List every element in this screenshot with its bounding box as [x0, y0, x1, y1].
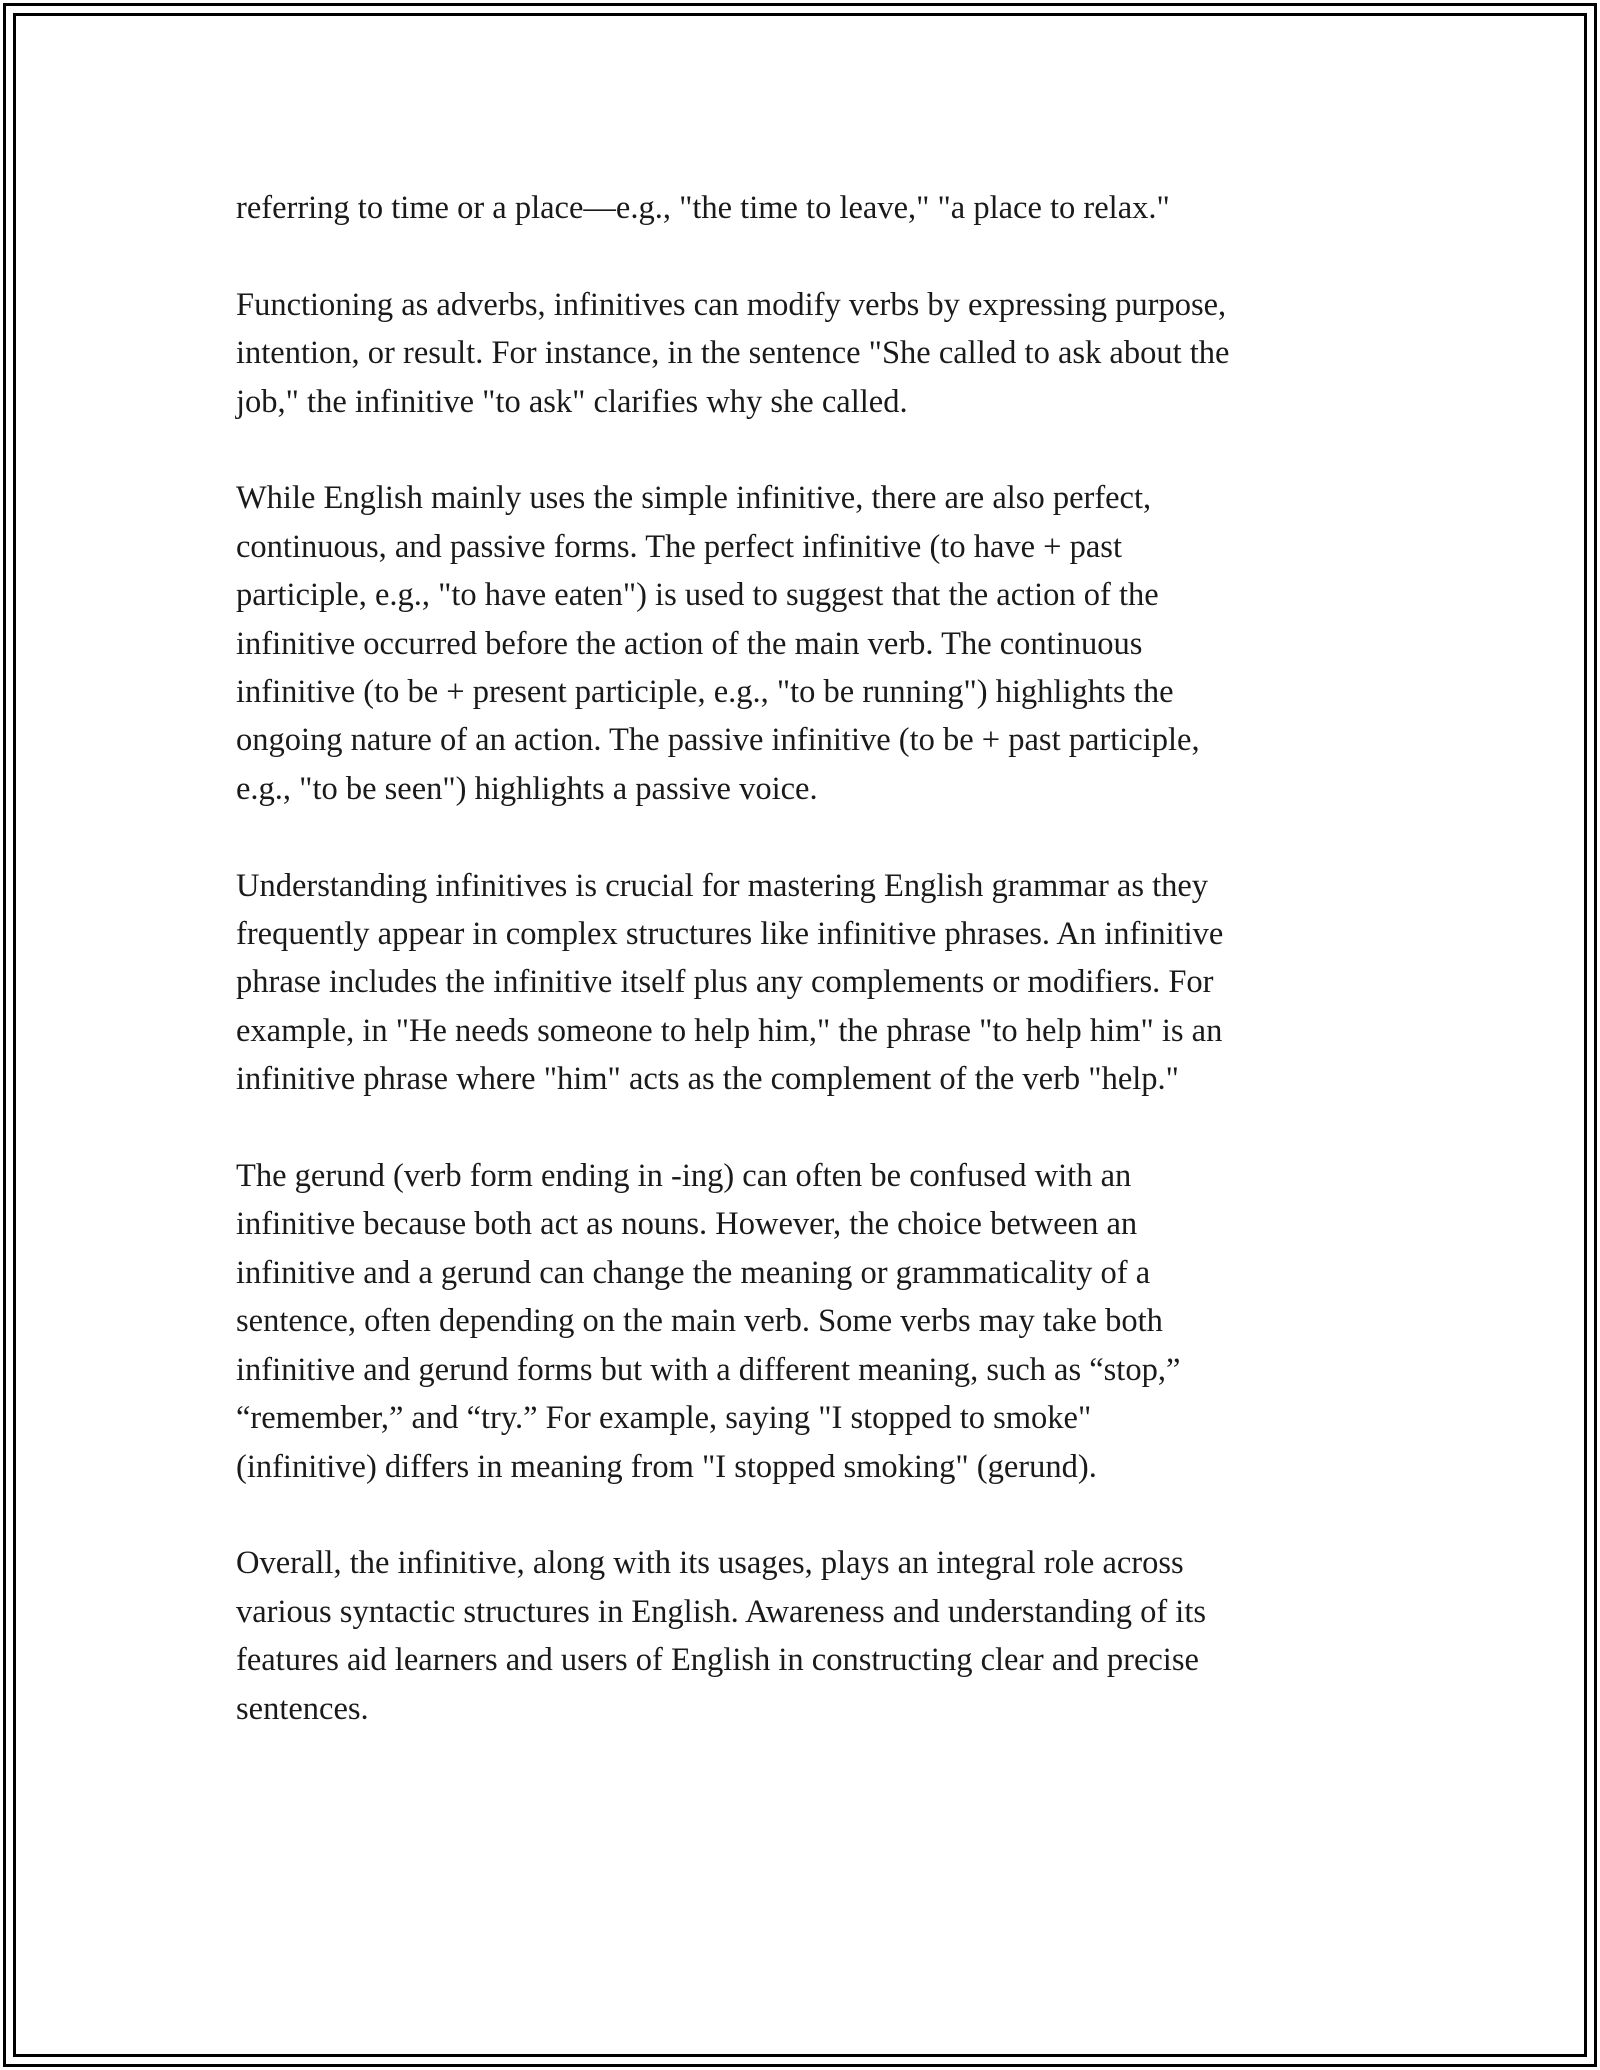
text-line: Overall, the infinitive, along with its usages, plays an integral role across: [236, 1545, 1184, 1582]
text-line: “remember,” and “try.” For example, saying "I stopped to smoke": [236, 1400, 1092, 1437]
text-line: infinitive and gerund forms but with a different meaning, such as “stop,”: [236, 1351, 1181, 1388]
text-line: various syntactic structures in English. Awareness and understanding of its: [236, 1593, 1207, 1630]
text-line: Functioning as adverbs, infinitives can modify verbs by expressing purpose,: [236, 286, 1227, 323]
text-line: continuous, and passive forms. The perfect infinitive (to have + past: [236, 528, 1122, 565]
text-line: The gerund (verb form ending in -ing) can often be confused with an: [236, 1158, 1132, 1195]
text-line: example, in "He needs someone to help him," the phrase "to help him" is an: [236, 1012, 1223, 1049]
text-line: While English mainly uses the simple infinitive, there are also perfect,: [236, 480, 1152, 517]
paragraph-1: [236, 184, 1366, 232]
text-line: Understanding infinitives is crucial for mastering English grammar as they: [236, 867, 1209, 904]
text-line: sentences.: [236, 1690, 369, 1727]
text-line: phrase includes the infinitive itself plus any complements or modifiers. For: [236, 964, 1214, 1001]
text-line: infinitive occurred before the action of the main verb. The continuous: [236, 625, 1143, 662]
text-line: e.g., "to be seen") highlights a passive voice.: [236, 770, 818, 807]
paragraph-3: [236, 474, 1366, 813]
paragraph-5: [236, 1152, 1366, 1491]
text-line: referring to time or a place—e.g., "the time to leave," "a place to relax.": [236, 190, 1170, 226]
text-line: infinitive because both act as nouns. However, the choice between an: [236, 1206, 1138, 1243]
text-line: (infinitive) differs in meaning from "I stopped smoking" (gerund).: [236, 1448, 1097, 1485]
text-line: ongoing nature of an action. The passive infinitive (to be + past participle,: [236, 722, 1200, 759]
text-line: participle, e.g., "to have eaten") is used to suggest that the action of the: [236, 577, 1159, 614]
text-line: intention, or result. For instance, in the sentence "She called to ask about the: [236, 335, 1230, 372]
text-line: features aid learners and users of English in constructing clear and precise: [236, 1642, 1199, 1679]
text-line: infinitive and a gerund can change the meaning or grammaticality of a: [236, 1254, 1151, 1291]
paragraph-4: [236, 862, 1366, 1104]
paragraph-6: [236, 1539, 1366, 1733]
text-line: infinitive phrase where "him" acts as the complement of the verb "help.": [236, 1061, 1179, 1098]
paragraph-2: [236, 281, 1366, 426]
document-body: [236, 184, 1366, 1781]
text-line: job," the infinitive "to ask" clarifies why she called.: [236, 383, 908, 420]
text-line: frequently appear in complex structures like infinitive phrases. An infinitive: [236, 916, 1224, 953]
text-line: sentence, often depending on the main verb. Some verbs may take both: [236, 1303, 1163, 1340]
text-line: infinitive (to be + present participle, e.g., "to be running") highlights the: [236, 674, 1174, 711]
